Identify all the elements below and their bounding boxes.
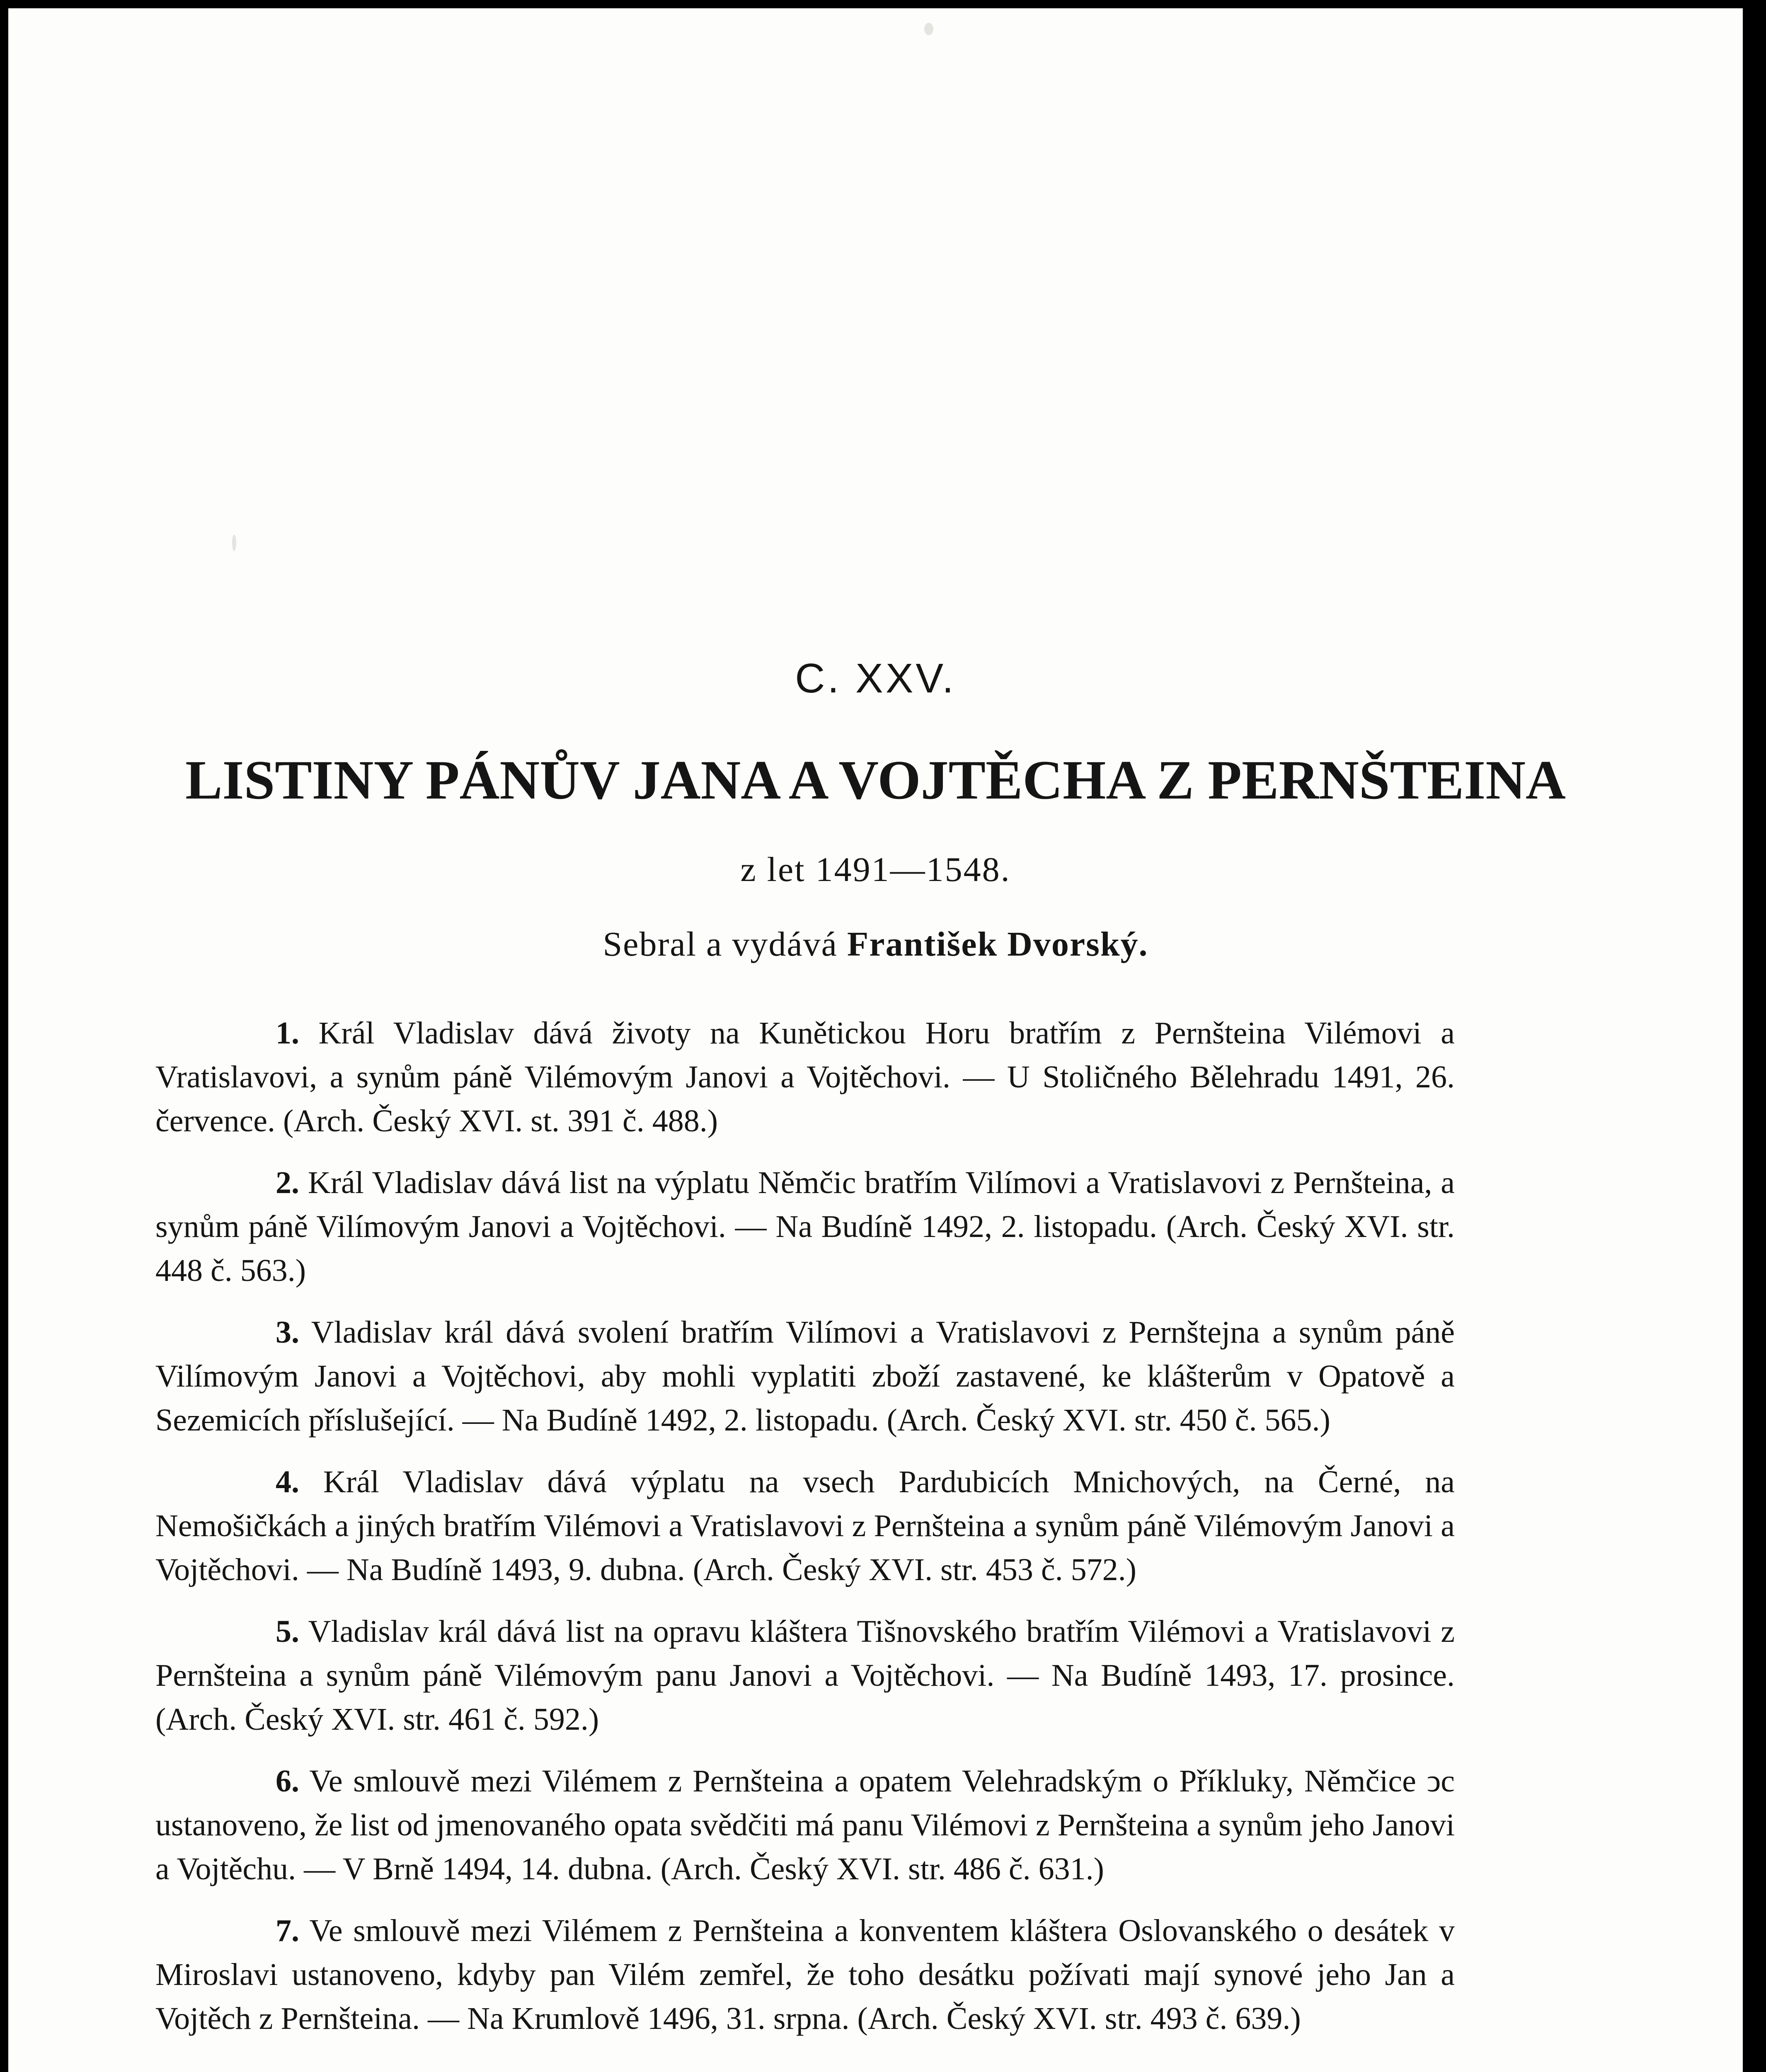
editor-prefix: Sebral a vydává (603, 925, 838, 963)
list-item (155, 1310, 1455, 1442)
entry-text: Král Vladislav dává výplatu na vsech Pardubicích Mnichových, na Černé, na Nemošičkách a jiných bratřím Vilémovi a Vratislavovi z Pernšteina a synům páně Vilémovým Janovi a Vojtěchovi. — Na Budíně 1493, 9. dubna. (Arch. Český XVI. str. 453 č. 572.) (155, 1464, 1455, 1587)
editor-credit (8, 924, 1743, 964)
editor-name: František Dvorský. (847, 925, 1148, 963)
entry-number: 1. (276, 1016, 299, 1051)
entry-text: Ve smlouvě mezi Vilémem z Pernšteina a konventem kláštera Oslovanského o desátek v Miroslavi ustanoveno, kdyby pan Vilém zemřel, že toho desátku požívati mají synové jeho Jan a Vojtěch z Pernšteina. — Na Krumlově 1496, 31. srpna. (Arch. Český XVI. str. 493 č. 639.) (155, 1913, 1455, 2036)
entry-text: Král Vladislav dává životy na Kunětickou Horu bratřím z Pernšteina Vilémovi a Vratislavovi, a synům páně Vilémovým Janovi a Vojtěchovi. — U Stoličného Bělehradu 1491, 26. července. (Arch. Český XVI. st. 391 č. 488.) (155, 1016, 1455, 1138)
list-item (155, 1909, 1455, 2041)
entry-number: 6. (276, 1764, 299, 1798)
entry-number: 2. (276, 1165, 299, 1200)
document-page (8, 8, 1743, 2072)
series-number: C. XXV. (795, 655, 956, 702)
list-item (155, 1011, 1455, 1143)
entry-number: 7. (276, 1913, 299, 1948)
entry-text: Vladislav král dává svolení bratřím Vilímovi a Vratislavovi z Pernštejna a synům páně Vilímovým Janovi a Vojtěchovi, aby mohli vyplatiti zboží zastavené, ke klášterům v Opatově a Sezemicích příslušející. — Na Budíně 1492, 2. listopadu. (Arch. Český XVI. str. 450 č. 565.) (155, 1315, 1455, 1438)
list-item (155, 1161, 1455, 1293)
document-list (155, 1011, 1455, 2058)
entry-text: Vladislav král dává list na opravu kláštera Tišnovského bratřím Vilémovi a Vratislavovi z Pernšteina a synům páně Vilémovým panu Janovi a Vojtěchovi. — Na Budíně 1493, 17. prosince. (Arch. Český XVI. str. 461 č. 592.) (155, 1614, 1455, 1737)
entry-number: 5. (276, 1614, 299, 1649)
date-range: z let 1491—1548. (740, 850, 1011, 889)
paper-speck (232, 535, 236, 551)
document-title: LISTINY PÁNŮV JANA A VOJTĚCHA Z PERNŠTEINA (185, 749, 1566, 811)
paper-speck (924, 23, 933, 35)
entry-number: 4. (276, 1464, 299, 1499)
list-item (155, 1759, 1455, 1891)
list-item (155, 1460, 1455, 1592)
entry-text: Ve smlouvě mezi Vilémem z Pernšteina a opatem Velehradským o Příkluky, Němčice ͻc ustanoveno, že list od jmenovaného opata svědčiti má panu Vilémovi z Pernšteina a synům jeho Janovi a Vojtěchu. — V Brně 1494, 14. dubna. (Arch. Český XVI. str. 486 č. 631.) (155, 1764, 1455, 1886)
entry-number: 3. (276, 1315, 299, 1350)
list-item (155, 1610, 1455, 1741)
entry-text: Král Vladislav dává list na výplatu Němčic bratřím Vilímovi a Vratislavovi z Pernšteina, a synům páně Vilímovým Janovi a Vojtěchovi. — Na Budíně 1492, 2. listopadu. (Arch. Český XVI. str. 448 č. 563.) (155, 1165, 1455, 1288)
